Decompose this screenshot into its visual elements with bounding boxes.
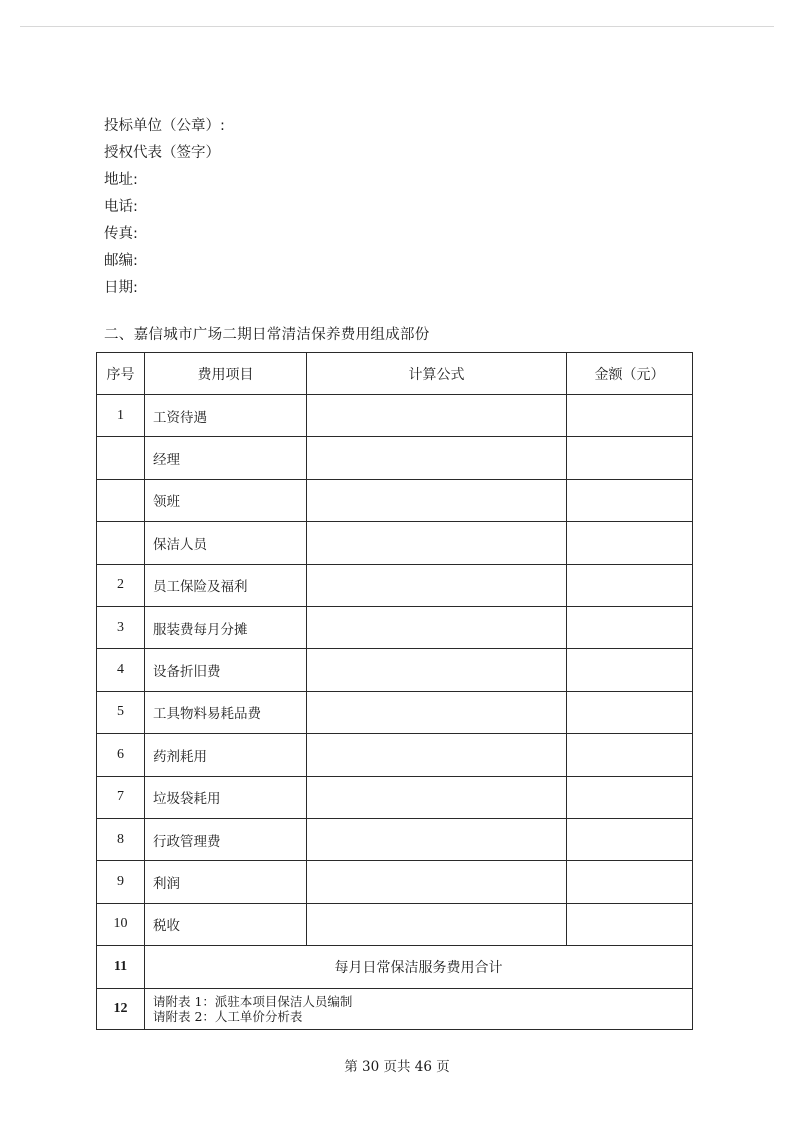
- formula-cell[interactable]: [307, 606, 567, 648]
- amount-cell[interactable]: [567, 564, 693, 606]
- amount-cell[interactable]: [567, 903, 693, 945]
- header-amount: 金额（元）: [567, 353, 693, 395]
- row-no: 1: [97, 395, 145, 437]
- formula-cell[interactable]: [307, 564, 567, 606]
- attachments-no: 12: [97, 989, 145, 1030]
- field-postcode: 邮编:: [104, 253, 138, 269]
- table-row: [97, 776, 693, 818]
- row-no: 3: [97, 606, 145, 648]
- header-item: 费用项目: [145, 353, 307, 395]
- table-row: [97, 734, 693, 776]
- row-item: 领班: [145, 479, 307, 521]
- amount-cell[interactable]: [567, 818, 693, 860]
- header-no: 序号: [97, 353, 145, 395]
- row-item: 保洁人员: [145, 522, 307, 564]
- total-row: [97, 946, 693, 989]
- amount-cell[interactable]: [567, 734, 693, 776]
- scan-top-rule: [20, 26, 774, 27]
- field-date: 日期:: [104, 280, 138, 296]
- field-phone: 电话:: [104, 199, 138, 215]
- formula-cell[interactable]: [307, 776, 567, 818]
- table-row: [97, 818, 693, 860]
- amount-cell[interactable]: [567, 395, 693, 437]
- header-formula: 计算公式: [307, 353, 567, 395]
- row-no: 6: [97, 734, 145, 776]
- table-header-row: [97, 353, 693, 395]
- row-item: 税收: [145, 903, 307, 945]
- row-no: 10: [97, 903, 145, 945]
- row-no: 9: [97, 861, 145, 903]
- attachment-line-2: 请附表 2：人工单价分析表: [153, 1009, 303, 1025]
- total-label: 每月日常保洁服务费用合计: [145, 946, 693, 989]
- row-item: 工资待遇: [145, 395, 307, 437]
- section-title: 二、嘉信城市广场二期日常清洁保养费用组成部份: [104, 327, 430, 343]
- row-item: 药剂耗用: [145, 734, 307, 776]
- formula-cell[interactable]: [307, 522, 567, 564]
- field-bidder-unit: 投标单位（公章）:: [104, 118, 225, 134]
- row-item: 行政管理费: [145, 818, 307, 860]
- row-item: 经理: [145, 437, 307, 479]
- table-row: [97, 437, 693, 479]
- formula-cell[interactable]: [307, 395, 567, 437]
- row-no: 5: [97, 691, 145, 733]
- table-row: [97, 479, 693, 521]
- table-row: [97, 861, 693, 903]
- attachment-line-1: 请附表 1：派驻本项目保洁人员编制: [153, 994, 353, 1010]
- amount-cell[interactable]: [567, 522, 693, 564]
- formula-cell[interactable]: [307, 479, 567, 521]
- row-no: [97, 522, 145, 564]
- formula-cell[interactable]: [307, 437, 567, 479]
- formula-cell[interactable]: [307, 903, 567, 945]
- table-row: [97, 903, 693, 945]
- amount-cell[interactable]: [567, 606, 693, 648]
- table-row: [97, 606, 693, 648]
- row-item: 垃圾袋耗用: [145, 776, 307, 818]
- attachments-row: [97, 989, 693, 1030]
- amount-cell[interactable]: [567, 479, 693, 521]
- amount-cell[interactable]: [567, 649, 693, 691]
- field-address: 地址:: [104, 172, 138, 188]
- table-row: [97, 649, 693, 691]
- row-item: 设备折旧费: [145, 649, 307, 691]
- formula-cell[interactable]: [307, 691, 567, 733]
- bidder-info-block: [104, 116, 225, 305]
- total-no: 11: [97, 946, 145, 989]
- cost-breakdown-table: [96, 352, 693, 1030]
- amount-cell[interactable]: [567, 776, 693, 818]
- row-item: 员工保险及福利: [145, 564, 307, 606]
- field-authorized-rep: 授权代表（签字）: [104, 145, 220, 161]
- row-no: [97, 479, 145, 521]
- table-row: [97, 564, 693, 606]
- amount-cell[interactable]: [567, 437, 693, 479]
- row-item: 服装费每月分摊: [145, 606, 307, 648]
- table-row: [97, 691, 693, 733]
- formula-cell[interactable]: [307, 734, 567, 776]
- field-fax: 传真:: [104, 226, 138, 242]
- row-no: 4: [97, 649, 145, 691]
- row-item: 工具物料易耗品费: [145, 691, 307, 733]
- amount-cell[interactable]: [567, 691, 693, 733]
- formula-cell[interactable]: [307, 818, 567, 860]
- formula-cell[interactable]: [307, 861, 567, 903]
- row-no: 8: [97, 818, 145, 860]
- row-no: 2: [97, 564, 145, 606]
- row-no: 7: [97, 776, 145, 818]
- formula-cell[interactable]: [307, 649, 567, 691]
- table-row: [97, 395, 693, 437]
- row-no: [97, 437, 145, 479]
- table-row: [97, 522, 693, 564]
- amount-cell[interactable]: [567, 861, 693, 903]
- row-item: 利润: [145, 861, 307, 903]
- page-number: 第 30 页共 46 页: [344, 1059, 450, 1075]
- attachments-cell: [145, 989, 693, 1030]
